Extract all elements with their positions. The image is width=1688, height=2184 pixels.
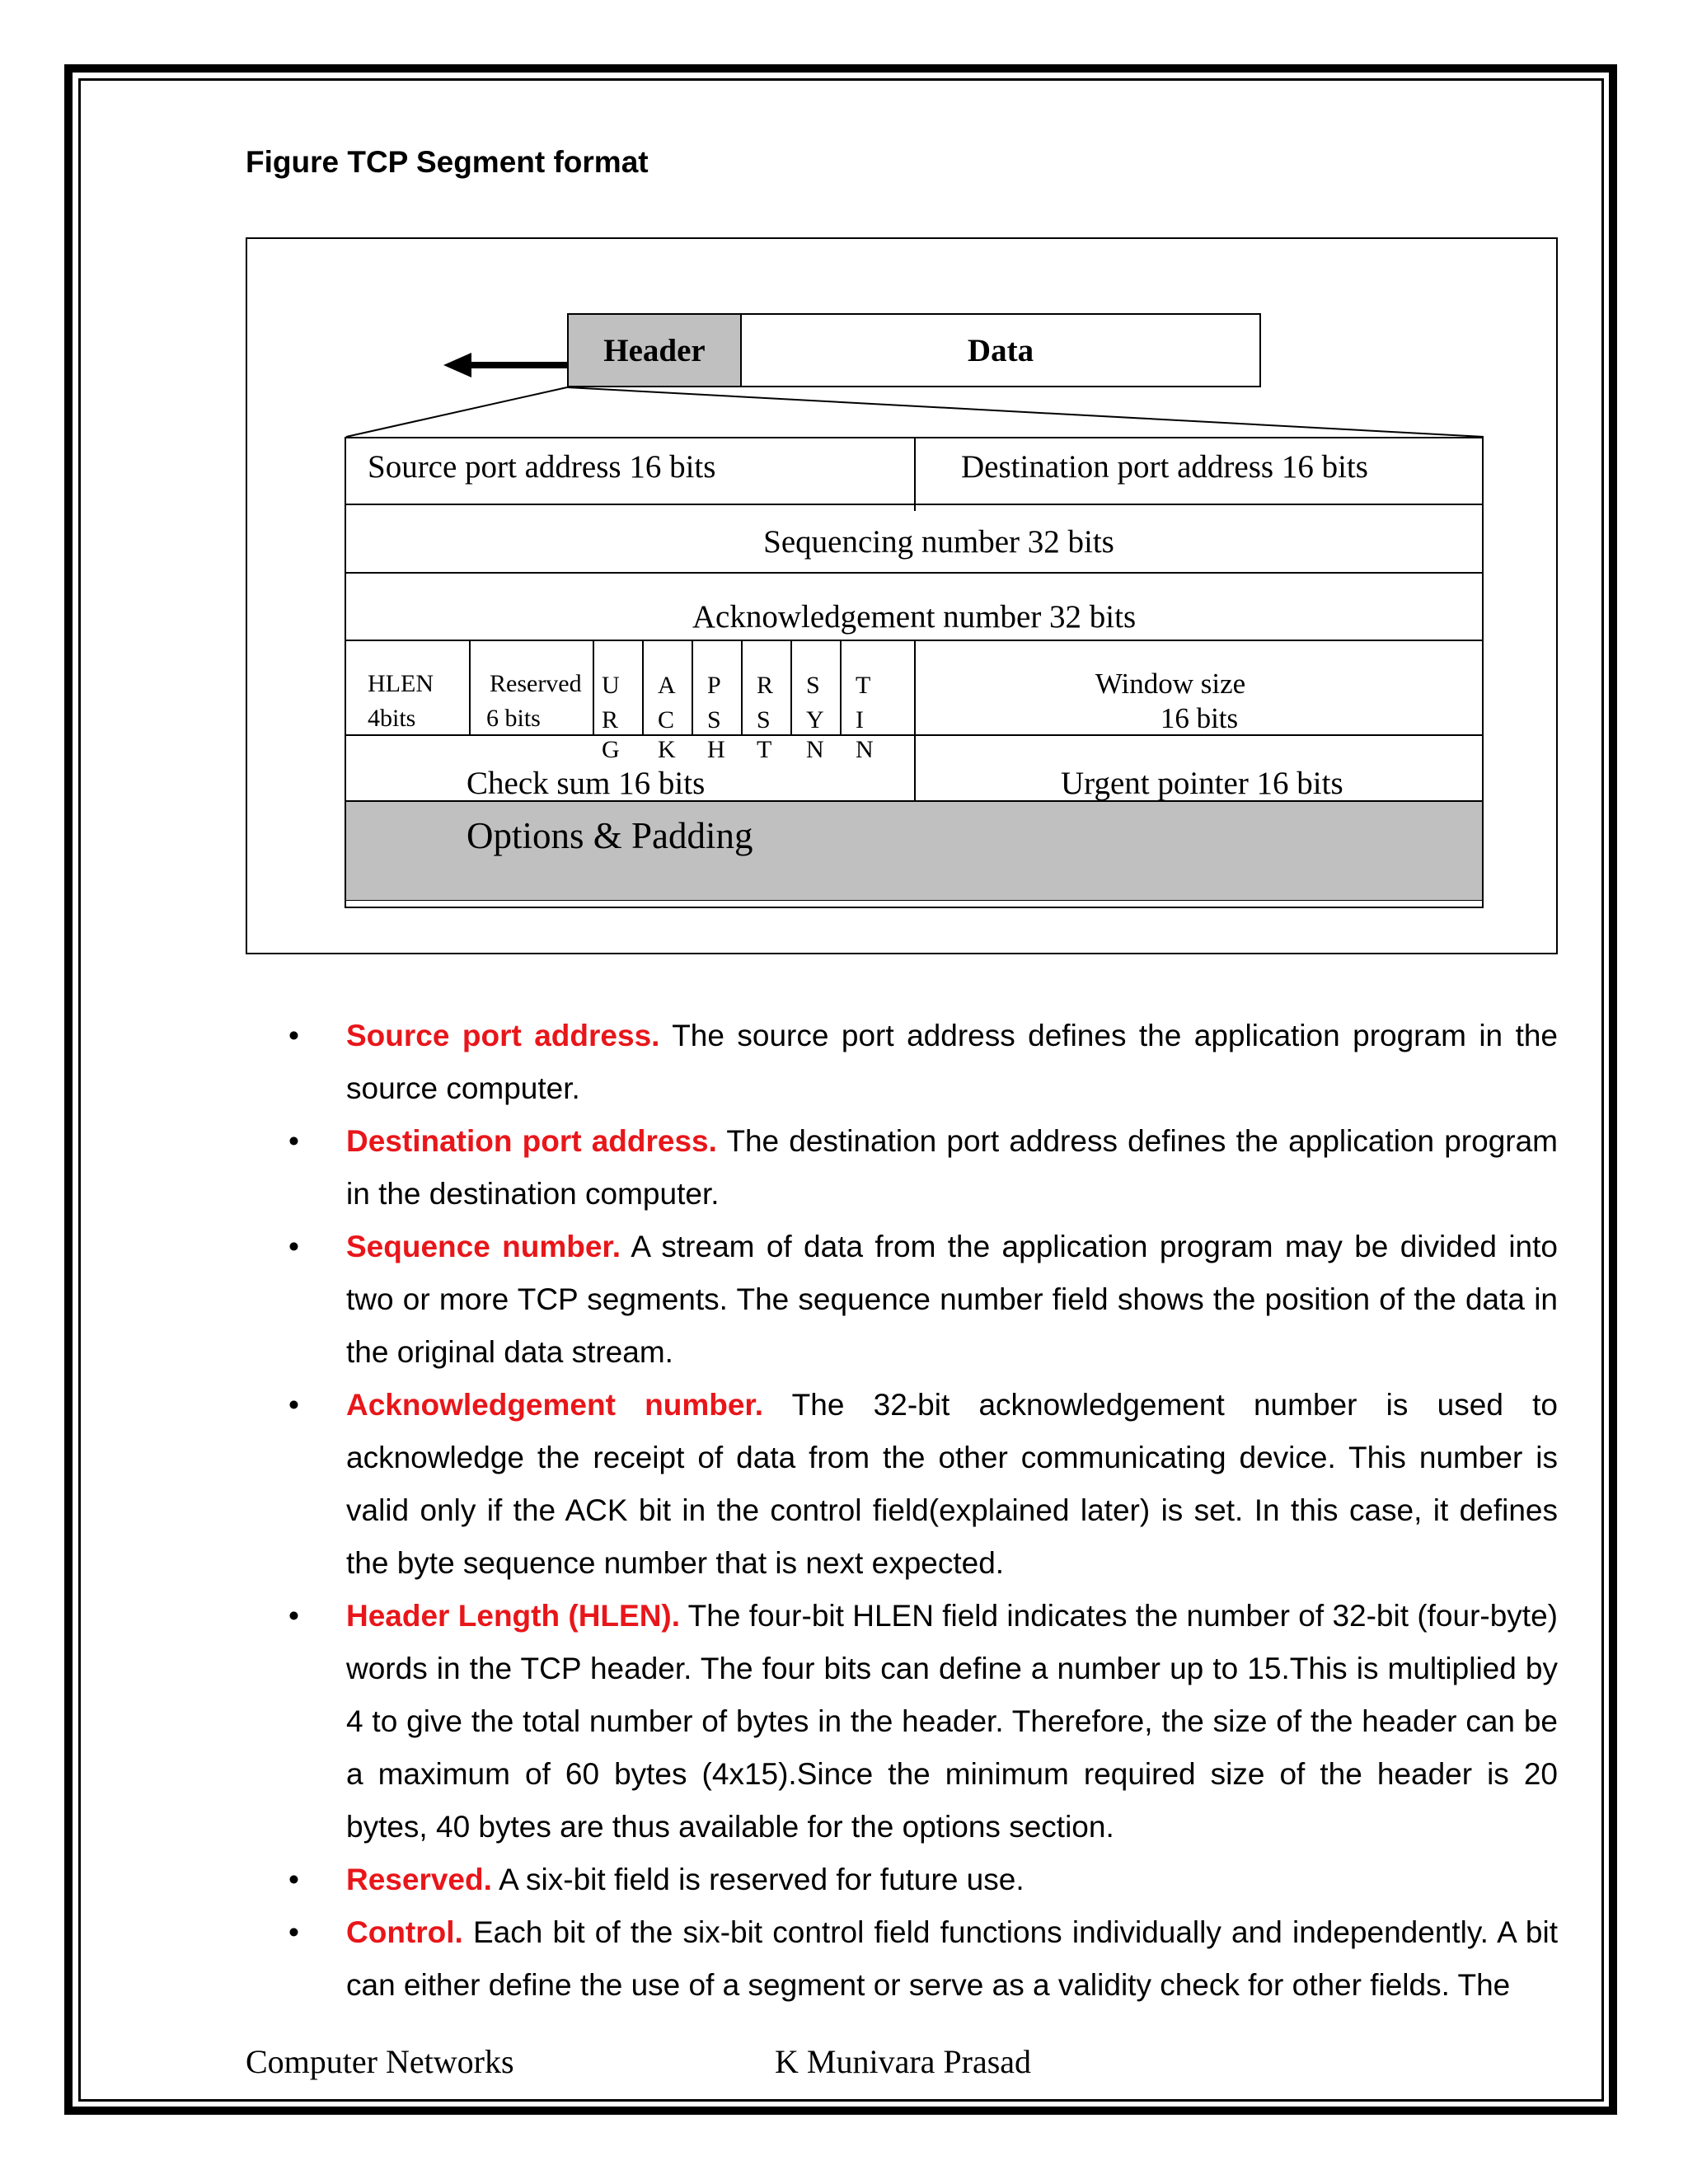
flag-letter: T [757,736,772,763]
list-item [246,1906,1558,2012]
window-size-label: Window size [1095,668,1246,700]
bullet-icon: • [288,1915,299,1949]
flag-letter: U [602,672,620,699]
term: Source port address. [346,1019,660,1052]
description: A stream of data from the application program may be divided into two or more TCP segments. The sequence number field shows the position of the data in the original data stream. [346,1230,1558,1369]
destination-port-field: Destination port address 16 bits [961,449,1368,485]
source-port-field: Source port address 16 bits [368,449,716,485]
bullet-icon: • [288,1124,299,1158]
term: Destination port address. [346,1124,717,1158]
list-item [246,1115,1558,1221]
field-descriptions [246,1010,1558,2012]
flag-letter: S [707,706,721,733]
term: Reserved. [346,1863,492,1896]
list-item [246,1221,1558,1379]
flag-letter: R [757,672,774,699]
term: Header Length (HLEN). [346,1599,681,1633]
bullet-icon: • [288,1019,299,1052]
hlen-bits: 4bits [368,705,416,732]
list-item [246,1379,1558,1590]
flag-letter: P [707,672,721,699]
hlen-label: HLEN [368,670,434,697]
options-padding-label: Options & Padding [467,815,753,856]
reserved-bits: 6 bits [486,705,541,732]
flag-letter: S [757,706,771,733]
description: The destination port address defines the application program in the destination computer. [346,1124,1558,1211]
flag-letter: A [658,672,676,699]
description: The four-bit HLEN field indicates the number of 32-bit (four-byte) words in the TCP header. The four bits can define a number up to 15.This is multiplied by 4 to give the total number of bytes in the header. Therefore, the size of the header can be a maximum of 60 bytes (4x15).Since the minimum required size of the header is 20 bytes, 40 bytes are thus available for the options section. [346,1599,1558,1844]
segment-header-label: Header [603,332,706,368]
flag-letter: Y [806,706,824,733]
checksum-field: Check sum 16 bits [467,766,706,801]
bullet-icon: • [288,1863,299,1896]
reserved-label: Reserved [490,670,582,697]
segment-data-label: Data [967,332,1034,368]
bullet-icon: • [288,1599,299,1633]
flag-letter: K [658,736,676,763]
description: A six-bit field is reserved for future use. [491,1863,1025,1896]
description: The source port address defines the application program in the source computer. [346,1019,1559,1105]
term: Acknowledgement number. [346,1388,764,1422]
flag-letter: R [602,706,619,733]
term: Sequence number. [346,1230,621,1263]
list-item [246,1854,1558,1906]
flag-letter: N [806,736,824,763]
figure-title: Figure TCP Segment format [246,145,649,179]
flag-letter: T [856,672,871,699]
flag-letter: H [707,736,725,763]
flag-letter: N [856,736,874,763]
flag-letter: C [658,706,675,733]
footer-author: K Munivara Prasad [775,2043,1032,2080]
urgent-pointer-field: Urgent pointer 16 bits [1061,766,1343,801]
term: Control. [346,1915,463,1949]
bullet-icon: • [288,1388,299,1422]
list-item [246,1590,1558,1854]
description: Each bit of the six-bit control field functions individually and independently. A bit can either define the use of a segment or serve as a validity check for other fields. The [346,1915,1558,2002]
bullet-icon: • [288,1230,299,1263]
sequence-number-field: Sequencing number 32 bits [763,524,1114,560]
acknowledgement-number-field: Acknowledgement number 32 bits [692,599,1137,635]
flag-letter: I [856,706,864,733]
window-size-bits: 16 bits [1160,702,1239,734]
footer-course: Computer Networks [246,2043,514,2080]
flag-letter: S [806,672,820,699]
description: The 32-bit acknowledgement number is used to acknowledge the receipt of data from the other communicating device. This number is valid only if the ACK bit in the control field(explained later) is set. In this case, it defines the byte sequence number that is next expected. [346,1388,1559,1580]
flag-letter: G [602,736,620,763]
list-item [246,1010,1558,1115]
